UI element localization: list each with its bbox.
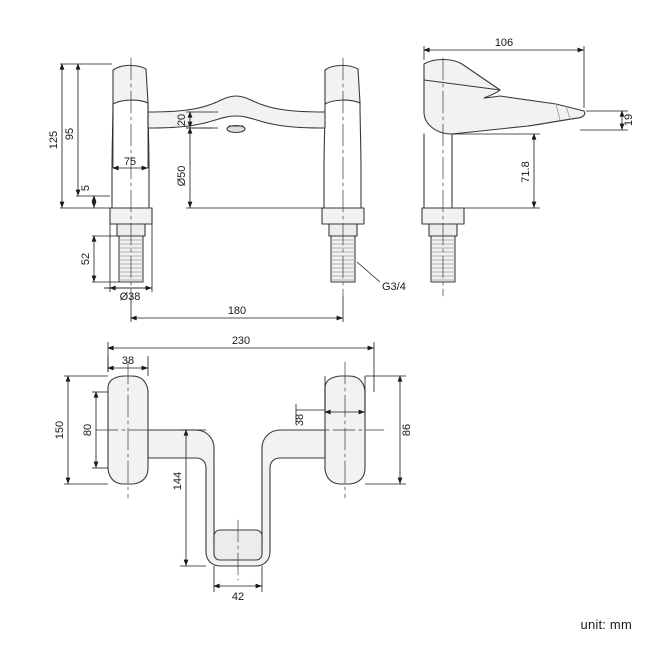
- dim-95: 95: [64, 127, 76, 141]
- dim-52: 52: [80, 252, 92, 266]
- dim-125: 125: [48, 130, 60, 150]
- dim-thread-g34: G3/4: [382, 281, 406, 293]
- dim-106: 106: [494, 37, 514, 49]
- dim-144: 144: [172, 471, 184, 491]
- dim-diameter-50: Ø38: [119, 291, 141, 303]
- dim-20: 20: [176, 113, 188, 127]
- dim-86: 86: [401, 423, 413, 437]
- top-plan-view: [96, 362, 384, 580]
- dim-38-right: 38: [294, 413, 306, 427]
- unit-note: unit: mm: [580, 617, 632, 632]
- dim-180: 180: [227, 305, 247, 317]
- dim-80: 80: [82, 423, 94, 437]
- dim-42: 42: [231, 591, 245, 603]
- dim-71-8: 71.8: [520, 161, 532, 183]
- front-elevation-view: [110, 58, 364, 296]
- dim-150: 150: [54, 420, 66, 440]
- dim-230: 230: [231, 335, 251, 347]
- dim-19: 19: [623, 113, 635, 127]
- dim-5: 5: [80, 184, 92, 192]
- side-elevation-view: [422, 58, 585, 296]
- dim-75: Ø50: [176, 165, 188, 187]
- dim-38-left: 38: [121, 355, 135, 367]
- dim-diameter-38: 75: [123, 156, 137, 168]
